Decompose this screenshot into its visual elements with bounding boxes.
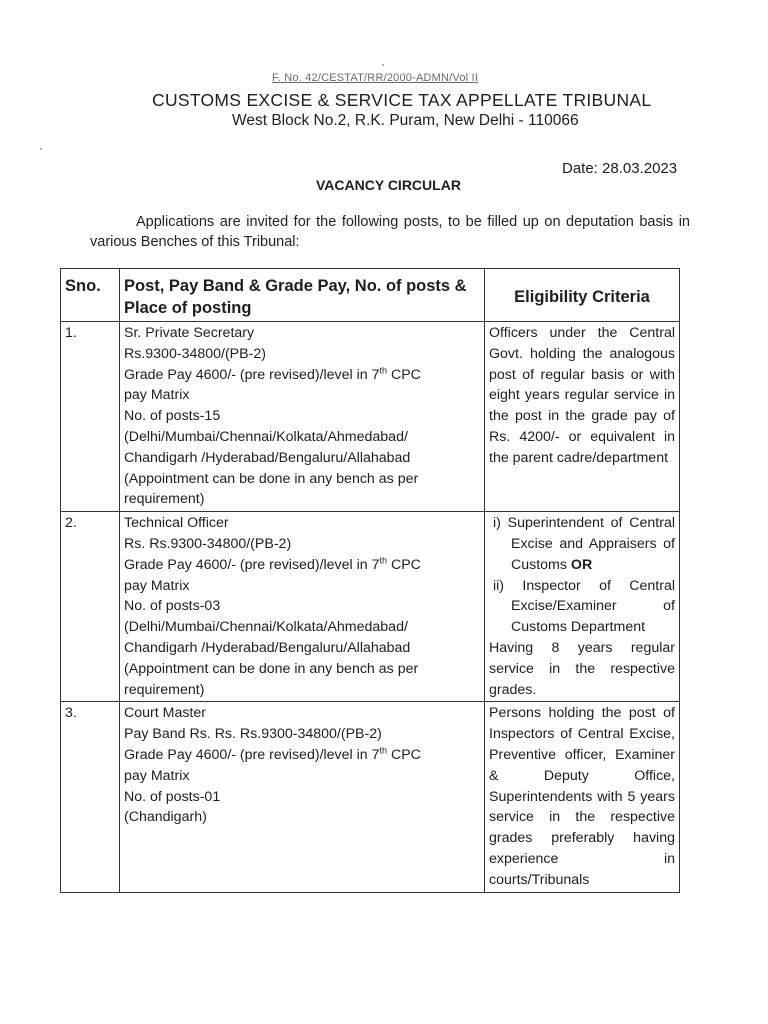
criteria-tail: Having 8 years regular service in the respective grades. (489, 639, 675, 698)
post-line: pay Matrix (124, 767, 190, 784)
post-line: Grade Pay 4600/- (pre revised)/level in 7th CPC (124, 745, 421, 763)
vacancy-table (60, 268, 680, 893)
post-line: pay Matrix (124, 387, 190, 404)
post-line: (Appointment can be done in any bench as per (124, 470, 419, 487)
criteria-item: ii) Inspector of Central Excise/Examiner of Customs Department (493, 577, 675, 636)
post-line: No. of posts-15 (124, 408, 221, 425)
post-line: Rs.9300-34800/(PB-2) (124, 345, 266, 362)
row-criteria (485, 512, 680, 702)
post-line: Chandigarh /Hyderabad/Bengaluru/Allahabad (124, 449, 411, 466)
scan-speck (382, 64, 384, 66)
row-post (120, 702, 485, 892)
table-row (61, 512, 680, 702)
circular-date: Date: 28.03.2023 (562, 160, 678, 177)
organization-address: West Block No.2, R.K. Puram, New Delhi - 110066 (232, 112, 579, 129)
row-criteria: Persons holding the post of Inspectors of Central Excise, Preventive officer, Examiner & Deputy Office, Superintendents with 5 years service in the respective grades preferably having experience in courts/Tribunals (485, 702, 680, 892)
post-line: Sr. Private Secretary (124, 325, 255, 341)
post-line: Pay Band Rs. Rs. Rs.9300-34800/(PB-2) (124, 726, 382, 743)
post-line: Court Master (124, 705, 206, 722)
intro-paragraph: Applications are invited for the following posts, to be filled up on deputation basis in various Benches of this Tribunal: (90, 214, 690, 250)
post-line: Technical Officer (124, 515, 229, 532)
row-sno: 3. (61, 702, 120, 892)
post-line: (Delhi/Mumbai/Chennai/Kolkata/Ahmedabad/ (124, 428, 408, 445)
post-line: Chandigarh /Hyderabad/Bengaluru/Allahabad (124, 639, 411, 656)
post-line: No. of posts-01 (124, 788, 221, 805)
header-post: Post, Pay Band & Grade Pay, No. of posts & Place of posting (120, 269, 485, 322)
row-criteria: Officers under the Central Govt. holding the analogous post of regular basis or with eight years regular service in the post in the grade pay of Rs. 4200/- or equivalent in the parent cadre/department (485, 322, 680, 512)
table-row (61, 322, 680, 512)
row-post (120, 512, 485, 702)
post-line: pay Matrix (124, 577, 190, 594)
header-criteria: Eligibility Criteria (485, 269, 680, 322)
criteria-item: i) Superintendent of Central Excise and Appraisers of Customs OR (493, 515, 675, 573)
row-sno: 2. (61, 512, 120, 702)
post-line: Rs. Rs.9300-34800/(PB-2) (124, 535, 292, 552)
row-sno: 1. (61, 322, 120, 512)
post-line: requirement) (124, 491, 205, 508)
table-header-row (61, 269, 680, 322)
header-sno: Sno. (61, 269, 120, 322)
post-line: (Chandigarh) (124, 809, 207, 826)
table-row (61, 702, 680, 892)
post-line: Grade Pay 4600/- (pre revised)/level in 7th CPC (124, 555, 421, 573)
organization-name: CUSTOMS EXCISE & SERVICE TAX APPELLATE TRIBUNAL (152, 90, 652, 110)
post-line: (Appointment can be done in any bench as per (124, 660, 419, 677)
circular-title: VACANCY CIRCULAR (316, 177, 461, 193)
post-line: (Delhi/Mumbai/Chennai/Kolkata/Ahmedabad/ (124, 619, 408, 636)
scan-speck (40, 148, 42, 150)
post-line: Grade Pay 4600/- (pre revised)/level in 7th CPC (124, 364, 421, 383)
post-line: requirement) (124, 681, 205, 698)
post-line: No. of posts-03 (124, 598, 221, 615)
file-number: F. No. 42/CESTAT/RR/2000-ADMN/Vol II (272, 72, 479, 84)
row-post (120, 322, 485, 512)
